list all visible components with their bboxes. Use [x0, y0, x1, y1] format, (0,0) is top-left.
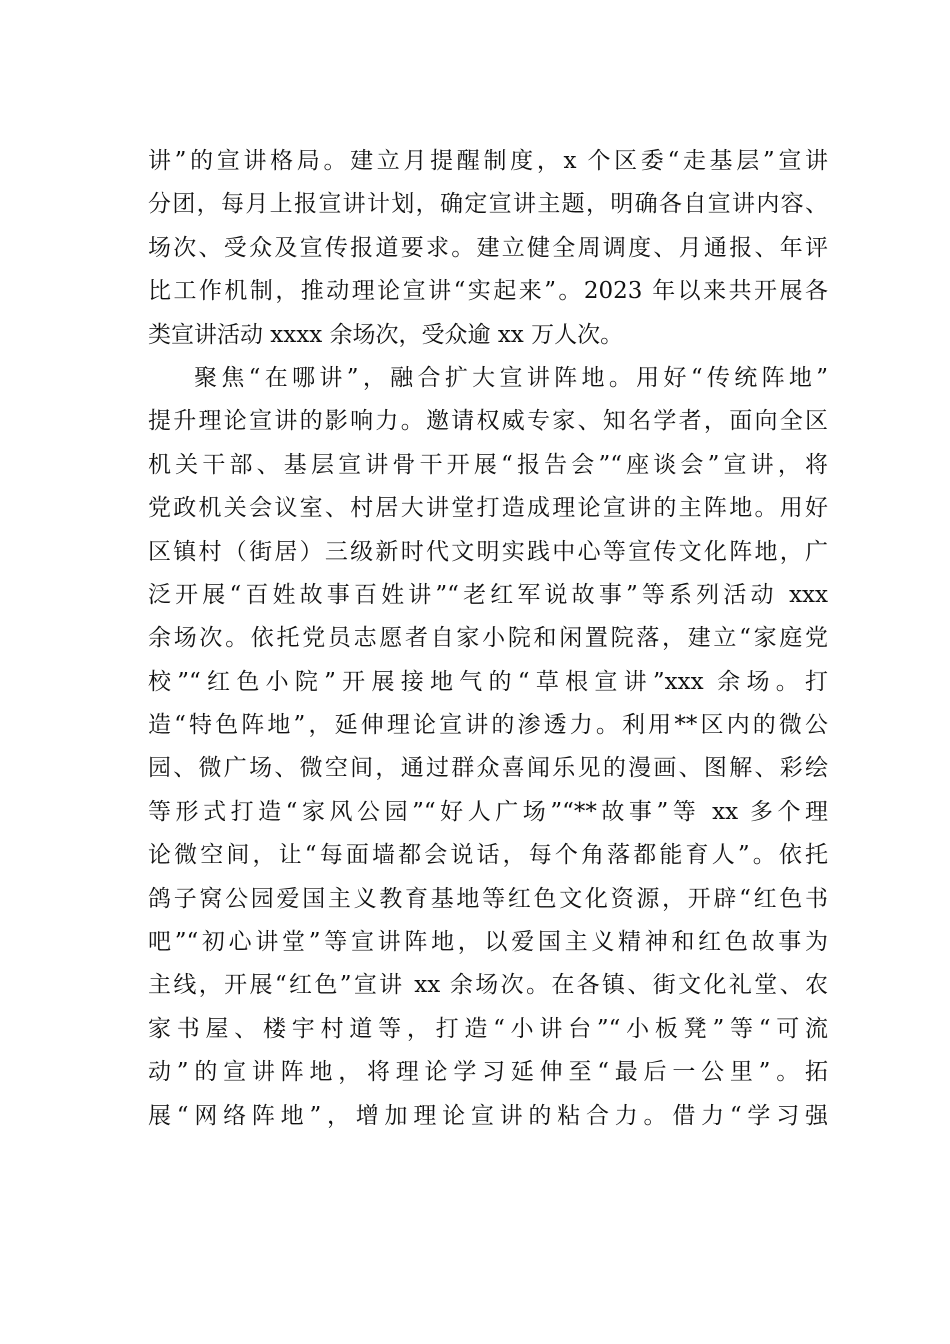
text-line: 家书屋、楼宇村道等，打造“小讲台”“小板凳”等“可流	[148, 1015, 828, 1042]
text-line: 展“网络阵地”，增加理论宣讲的粘合力。借力“学习强	[148, 1102, 828, 1129]
paragraph-start-line: 聚焦“在哪讲”，融合扩大宣讲阵地。用好“传统阵地”	[194, 364, 828, 391]
text-line: 论微空间，让“每面墙都会说话，每个角落都能育人”。依托	[148, 842, 828, 869]
text-line: 讲”的宣讲格局。建立月提醒制度，x 个区委“走基层”宣讲	[148, 148, 828, 174]
text-line: 等形式打造“家风公园”“好人广场”“**故事”等 xx 多个理	[148, 798, 828, 825]
text-line: 动”的宣讲阵地，将理论学习延伸至“最后一公里”。拓	[148, 1059, 828, 1086]
text-line: 主线，开展“红色”宣讲 xx 余场次。在各镇、街文化礼堂、农	[148, 972, 828, 999]
text-line: 园、微广场、微空间，通过群众喜闻乐见的漫画、图解、彩绘	[148, 755, 828, 782]
text-line: 类宣讲活动 xxxx 余场次，受众逾 xx 万人次。	[148, 321, 624, 348]
text-line: 校”“红色小院”开展接地气的“草根宣讲”xxx 余场。打	[148, 668, 828, 695]
text-line: 机关干部、基层宣讲骨干开展“报告会”“座谈会”宣讲，将	[148, 451, 828, 478]
text-line: 比工作机制，推动理论宣讲“实起来”。2023 年以来共开展各	[148, 278, 828, 305]
text-line: 分团，每月上报宣讲计划，确定宣讲主题，明确各自宣讲内容、	[148, 191, 828, 218]
text-line: 余场次。依托党员志愿者自家小院和闲置院落，建立“家庭党	[148, 625, 828, 652]
body-text	[148, 140, 828, 1138]
text-line: 吧”“初心讲堂”等宣讲阵地，以爱国主义精神和红色故事为	[148, 929, 828, 956]
text-line: 党政机关会议室、村居大讲堂打造成理论宣讲的主阵地。用好	[148, 495, 828, 522]
text-line: 场次、受众及宣传报道要求。建立健全周调度、月通报、年评	[148, 234, 828, 261]
text-line: 区镇村（街居）三级新时代文明实践中心等宣传文化阵地，广	[148, 538, 828, 565]
text-line: 提升理论宣讲的影响力。邀请权威专家、知名学者，面向全区	[148, 408, 828, 435]
text-line: 造“特色阵地”，延伸理论宣讲的渗透力。利用**区内的微公	[148, 712, 828, 739]
text-line: 鸽子窝公园爱国主义教育基地等红色文化资源，开辟“红色书	[148, 885, 828, 912]
text-line: 泛开展“百姓故事百姓讲”“老红军说故事”等系列活动 xxx	[148, 581, 828, 608]
